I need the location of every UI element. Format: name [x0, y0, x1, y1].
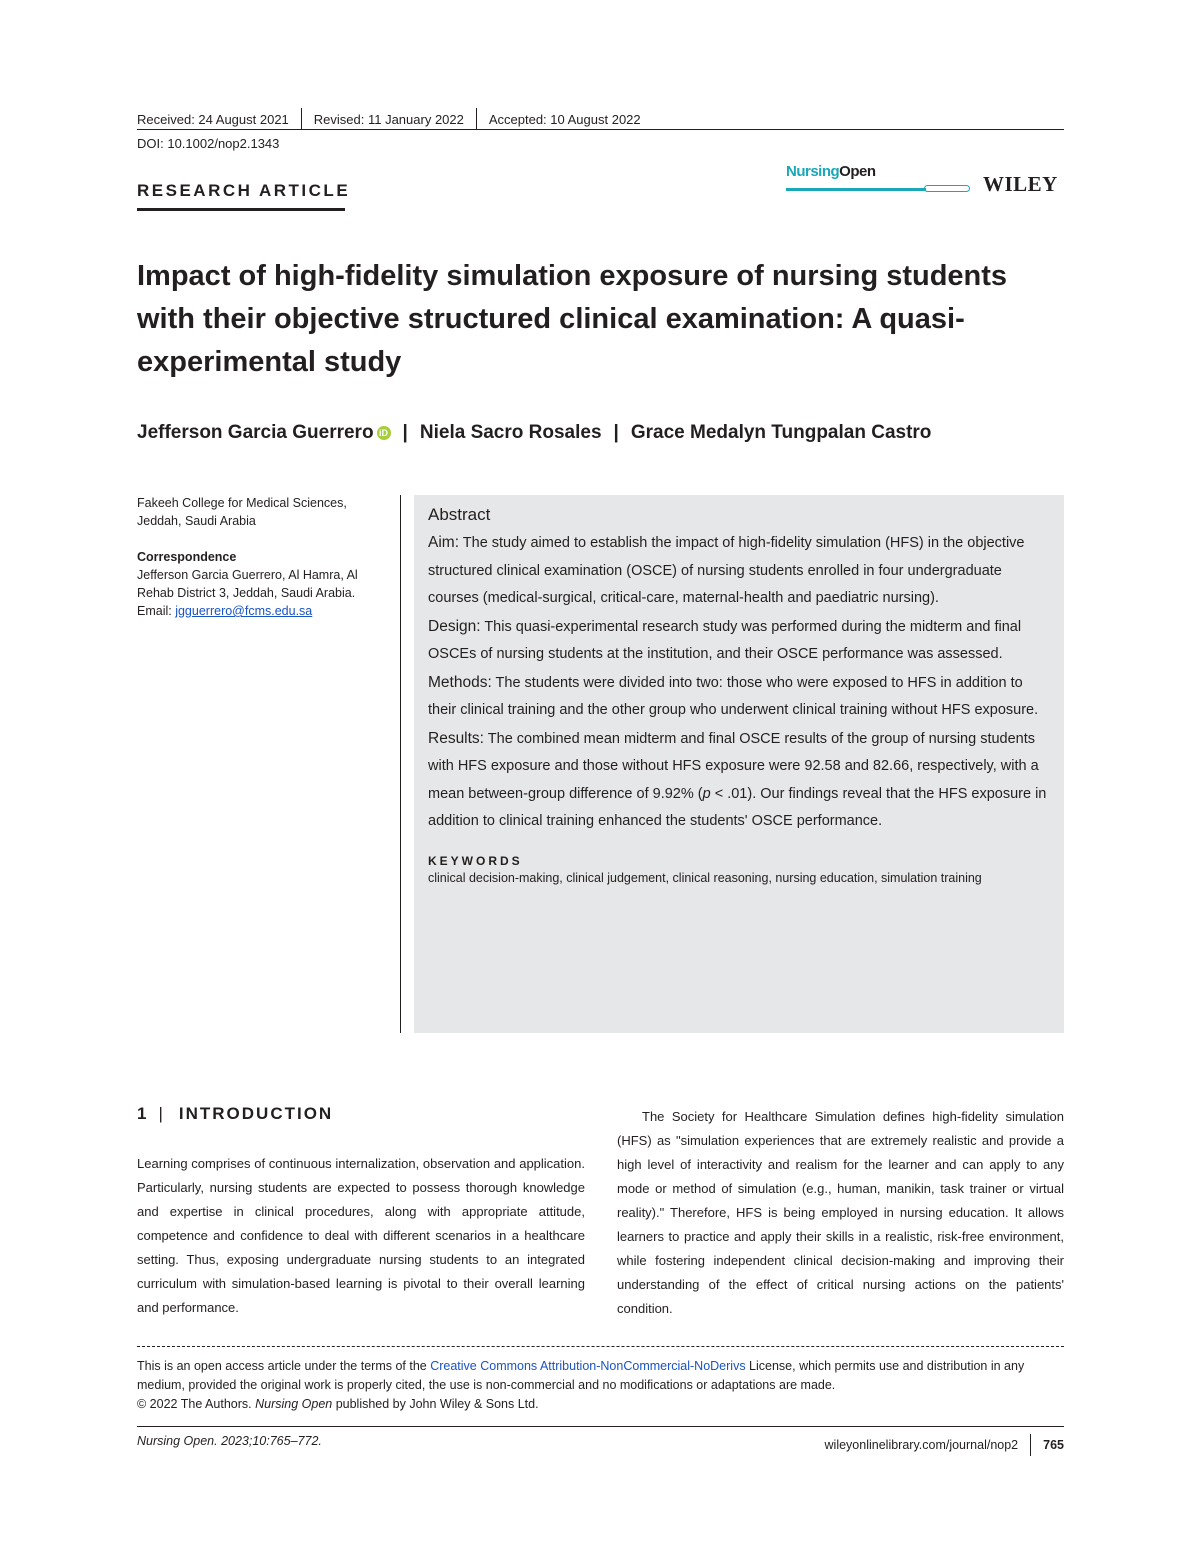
article-type-underline	[137, 208, 345, 211]
divider	[301, 108, 302, 130]
keywords-heading: KEYWORDS	[428, 853, 523, 868]
accepted-date: Accepted: 10 August 2022	[488, 111, 641, 127]
abstract-results: Results: The combined mean midterm and final OSCE results of the group of nursing students with HFS exposure and those without HFS exposure were 92.58 and 82.66, respectively, with a mean between-group difference of 9.92% (p < .01). Our findings reveal that the HFS exposure in addition to clinical training enhanced the students' OSCE performance.	[428, 729, 1047, 829]
abstract-aim: Aim: The study aimed to establish the impact of high-fidelity simulation (HFS) in the objective structured clinical examination (OSCE) of nursing students enrolled in four undergraduate courses (medical-surgical, critical-care, maternal-health and paediatric nursing).	[428, 534, 1025, 606]
header-rule	[137, 129, 1064, 130]
section-heading: 1 | INTRODUCTION	[137, 1104, 334, 1123]
received-date: Received: 24 August 2021	[137, 111, 289, 127]
journal-url[interactable]: wileyonlinelibrary.com/journal/nop2	[824, 1438, 1019, 1452]
affiliation: Fakeeh College for Medical Sciences, Jeddah, Saudi Arabia	[137, 496, 347, 528]
author-list	[137, 422, 931, 444]
article-type: RESEARCH ARTICLE	[137, 181, 351, 200]
correspondence-address: Rehab District 3, Jeddah, Saudi Arabia.	[137, 586, 356, 600]
license-notice	[137, 1357, 1064, 1414]
license-text: This is an open access article under the terms of the Creative Commons Attribution-NonCommercial-NoDerivs License, which permits use and distribution in any medium, provided the original work is properly cited, the use is non-commercial and no modifications or adaptations are made.	[137, 1359, 1025, 1392]
publisher-logo: WILEY	[983, 172, 1058, 196]
author-separator: |	[613, 422, 619, 443]
journal-logo-text: NursingOpen	[786, 163, 876, 180]
author-name[interactable]: Niela Sacro Rosales	[419, 422, 602, 443]
author-name[interactable]: Jefferson Garcia Guerrero	[137, 422, 374, 443]
logo-tube-icon	[924, 185, 970, 192]
author-separator: |	[402, 422, 408, 443]
intro-paragraph: The Society for Healthcare Simulation defines high-fidelity simulation (HFS) as "simulation experiences that are extremely realistic and provide a high level of interactivity and realism for the learner and can apply to any mode or method of simulation (e.g., human, manikin, task trainer or virtual reality)." Therefore, HFS is being employed in nursing education. It allows learners to practice and apply their skills in a realistic, risk-free environment, while fostering independent clinical decision-making and improving their understanding of the effect of critical nursing actions on the patients' condition.	[617, 1109, 1064, 1316]
license-link[interactable]: Creative Commons Attribution-NonCommercial-NoDerivs	[430, 1359, 746, 1373]
correspondence-email: Email: jgguerrero@fcms.edu.sa	[137, 604, 313, 618]
revised-date: Revised: 11 January 2022	[313, 111, 464, 127]
email-link[interactable]: jgguerrero@fcms.edu.sa	[175, 604, 313, 618]
abstract-design: Design: This quasi-experimental research study was performed during the midterm and final OSCEs of nursing students at the institution, and their OSCE performance was assessed.	[428, 617, 1022, 662]
keywords: clinical decision-making, clinical judgement, clinical reasoning, nursing education, simulation training	[428, 870, 982, 885]
footer-rule	[137, 1426, 1064, 1427]
article-dates	[137, 108, 641, 130]
sidebar-info	[137, 494, 387, 620]
abstract-heading: Abstract	[428, 505, 491, 524]
author-name[interactable]: Grace Medalyn Tungpalan Castro	[630, 422, 932, 443]
abstract-methods: Methods: The students were divided into two: those who were exposed to HFS in addition to their clinical training and the other group who underwent clinical training without HFS exposure.	[428, 673, 1039, 718]
divider	[1030, 1434, 1031, 1456]
page-number: 765	[1043, 1438, 1064, 1452]
journal-logo	[786, 163, 974, 199]
correspondence-address: Jefferson Garcia Guerrero, Al Hamra, Al	[137, 568, 358, 582]
license-divider	[137, 1346, 1064, 1347]
divider	[476, 108, 477, 130]
logo-bar	[786, 188, 926, 191]
abstract-box	[414, 495, 1064, 1033]
doi[interactable]: DOI: 10.1002/nop2.1343	[137, 136, 280, 151]
citation: Nursing Open. 2023;10:765–772.	[137, 1434, 322, 1448]
abstract-divider	[400, 495, 401, 1033]
paper-title: Impact of high-fidelity simulation exposure of nursing students with their objective structured clinical examination: A quasi-experimental study	[137, 260, 1008, 378]
footer-right	[825, 1434, 1064, 1456]
intro-paragraph: Learning comprises of continuous internalization, observation and application. Particularly, nursing students are expected to possess thorough knowledge and expertise in clinical procedures, along with appropriate attitude, competence and confidence to deal with different scenarios in a healthcare setting. Thus, exposing undergraduate nursing students to an integrated curriculum with simulation-based learning is pivotal to their overall learning and performance.	[137, 1156, 585, 1315]
orcid-icon[interactable]: iD	[377, 426, 391, 440]
correspondence-heading: Correspondence	[137, 550, 237, 564]
copyright: © 2022 The Authors. Nursing Open published by John Wiley & Sons Ltd.	[137, 1397, 539, 1411]
